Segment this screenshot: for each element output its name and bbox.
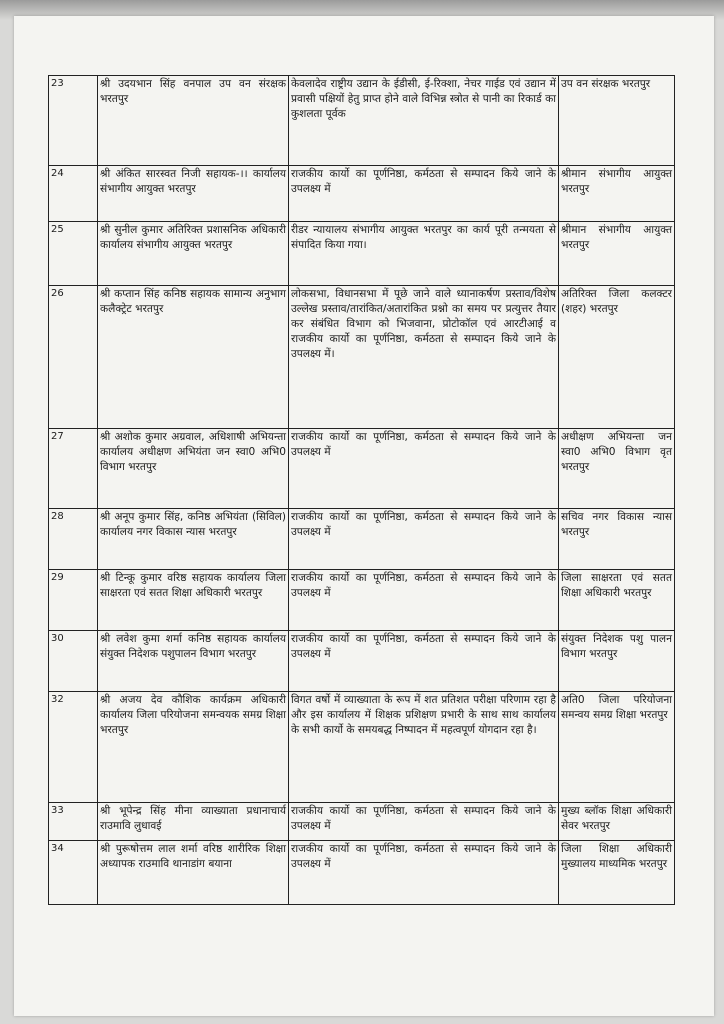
table-row bbox=[49, 76, 675, 166]
table-row bbox=[49, 222, 675, 286]
employee-name-designation: श्री कप्तान सिंह कनिष्ठ सहायक सामान्य अनुभाग कलैक्ट्रेट भरतपुर bbox=[98, 286, 289, 429]
award-table-body bbox=[49, 76, 675, 905]
work-description: राजकीय कार्यो का पूर्णनिष्ठा, कर्मठता से सम्पादन किये जाने के उपलक्ष्य में bbox=[289, 803, 559, 841]
recommending-officer: जिला शिक्षा अधिकारी मुख्यालय माध्यमिक भरतपुर bbox=[559, 841, 675, 905]
table-row bbox=[49, 429, 675, 509]
serial-number: 26 bbox=[49, 286, 98, 429]
table-row bbox=[49, 286, 675, 429]
work-description: विगत वर्षो में व्याख्याता के रूप में शत प्रतिशत परीक्षा परिणाम रहा है और इस कार्यालय में शिक्षक प्रशिक्षण प्रभारी के साथ साथ कार्यालय के सभी कार्यो के समयबद्ध निष्पादन में महत्वपूर्ण योगदान रहा है। bbox=[289, 692, 559, 803]
serial-number: 23 bbox=[49, 76, 98, 166]
recommending-officer: जिला साक्षरता एवं सतत शिक्षा अधिकारी भरतपुर bbox=[559, 570, 675, 631]
recommending-officer: अतिरिक्त जिला कलक्टर (शहर) भरतपुर bbox=[559, 286, 675, 429]
work-description: राजकीय कार्यो का पूर्णनिष्ठा, कर्मठता से सम्पादन किये जाने के उपलक्ष्य में bbox=[289, 570, 559, 631]
recommending-officer: उप वन संरक्षक भरतपुर bbox=[559, 76, 675, 166]
recommending-officer: अति0 जिला परियोजना समन्वय समग्र शिक्षा भरतपुर bbox=[559, 692, 675, 803]
table-row bbox=[49, 692, 675, 803]
table-row bbox=[49, 803, 675, 841]
work-description: रीडर न्यायालय संभागीय आयुक्त भरतपुर का कार्य पूरी तन्मयता से संपादित किया गया। bbox=[289, 222, 559, 286]
work-description: राजकीय कार्यो का पूर्णनिष्ठा, कर्मठता से सम्पादन किये जाने के उपलक्ष्य में bbox=[289, 631, 559, 692]
serial-number: 25 bbox=[49, 222, 98, 286]
employee-name-designation: श्री भूपेन्द्र सिंह मीना व्याख्याता प्रधानाचार्य राउमावि लुधावई bbox=[98, 803, 289, 841]
work-description: राजकीय कार्यो का पूर्णनिष्ठा, कर्मठता से सम्पादन किये जाने के उपलक्ष्य में bbox=[289, 429, 559, 509]
employee-name-designation: श्री लवेश कुमा शर्मा कनिष्ठ सहायक कार्यालय संयुक्त निदेशक पशुपालन विभाग भरतपुर bbox=[98, 631, 289, 692]
work-description: राजकीय कार्यो का पूर्णनिष्ठा, कर्मठता से सम्पादन किये जाने के उपलक्ष्य में bbox=[289, 509, 559, 570]
serial-number: 29 bbox=[49, 570, 98, 631]
recommending-officer: अधीक्षण अभियन्ता जन स्वा0 अभि0 विभाग वृत भरतपुर bbox=[559, 429, 675, 509]
table-row bbox=[49, 841, 675, 905]
serial-number: 32 bbox=[49, 692, 98, 803]
employee-name-designation: श्री टिन्कू कुमार वरिष्ठ सहायक कार्यालय जिला साक्षरता एवं सतत शिक्षा अधिकारी भरतपुर bbox=[98, 570, 289, 631]
employee-name-designation: श्री सुनील कुमार अतिरिक्त प्रशासनिक अधिकारी कार्यालय संभागीय आयुक्त भरतपुर bbox=[98, 222, 289, 286]
employee-name-designation: श्री अनूप कुमार सिंह, कनिष्ठ अभियंता (सिविल) कार्यालय नगर विकास न्यास भरतपुर bbox=[98, 509, 289, 570]
table-row bbox=[49, 570, 675, 631]
serial-number: 27 bbox=[49, 429, 98, 509]
table-row bbox=[49, 631, 675, 692]
serial-number: 30 bbox=[49, 631, 98, 692]
table-row bbox=[49, 509, 675, 570]
serial-number: 28 bbox=[49, 509, 98, 570]
recommending-officer: मुख्य ब्लॉक शिक्षा अधिकारी सेवर भरतपुर bbox=[559, 803, 675, 841]
award-table bbox=[48, 75, 675, 905]
recommending-officer: सचिव नगर विकास न्यास भरतपुर bbox=[559, 509, 675, 570]
serial-number: 34 bbox=[49, 841, 98, 905]
employee-name-designation: श्री पुरूषोत्तम लाल शर्मा वरिष्ठ शारीरिक शिक्षा अध्यापक राउमावि थानाडांग बयाना bbox=[98, 841, 289, 905]
employee-name-designation: श्री उदयभान सिंह वनपाल उप वन संरक्षक भरतपुर bbox=[98, 76, 289, 166]
employee-name-designation: श्री अंकित सारस्वत निजी सहायक-।। कार्यालय संभागीय आयुक्त भरतपुर bbox=[98, 166, 289, 222]
recommending-officer: श्रीमान संभागीय आयुक्त भरतपुर bbox=[559, 166, 675, 222]
recommending-officer: संयुक्त निदेशक पशु पालन विभाग भरतपुर bbox=[559, 631, 675, 692]
work-description: राजकीय कार्यो का पूर्णनिष्ठा, कर्मठता से सम्पादन किये जाने के उपलक्ष्य में bbox=[289, 166, 559, 222]
recommending-officer: श्रीमान संभागीय आयुक्त भरतपुर bbox=[559, 222, 675, 286]
work-description: लोकसभा, विधानसभा में पूछे जाने वाले ध्यानाकर्षण प्रस्ताव/विशेष उल्लेख प्रस्ताव/तारांकित/अतारांकित प्रश्नो का समय पर प्रत्युत्तर तैयार कर संबंधित विभाग को भिजवाना, प्रोटोकॉल एवं आरटीआई व राजकीय कार्यो का पूर्णनिष्ठा, कर्मठता से सम्पादन किये जाने के उपलक्ष्य में। bbox=[289, 286, 559, 429]
employee-name-designation: श्री अशोक कुमार अग्रवाल, अधिशाषी अभियन्ता कार्यालय अधीक्षण अभियंता जन स्वा0 अभि0 विभाग भरतपुर bbox=[98, 429, 289, 509]
serial-number: 24 bbox=[49, 166, 98, 222]
work-description: केवलादेव राष्ट्रीय उद्यान के ईडीसी, ई-रिक्शा, नेचर गाईड एवं उद्यान में प्रवासी पक्षियों हेतु प्राप्त होने वाले विभिन्न स्त्रोत से पानी का रिकार्ड का कुशलता पूर्वक bbox=[289, 76, 559, 166]
employee-name-designation: श्री अजय देव कौशिक कार्यक्रम अधिकारी कार्यालय जिला परियोजना समन्वयक समग्र शिक्षा भरतपुर bbox=[98, 692, 289, 803]
table-row bbox=[49, 166, 675, 222]
work-description: राजकीय कार्यो का पूर्णनिष्ठा, कर्मठता से सम्पादन किये जाने के उपलक्ष्य में bbox=[289, 841, 559, 905]
serial-number: 33 bbox=[49, 803, 98, 841]
